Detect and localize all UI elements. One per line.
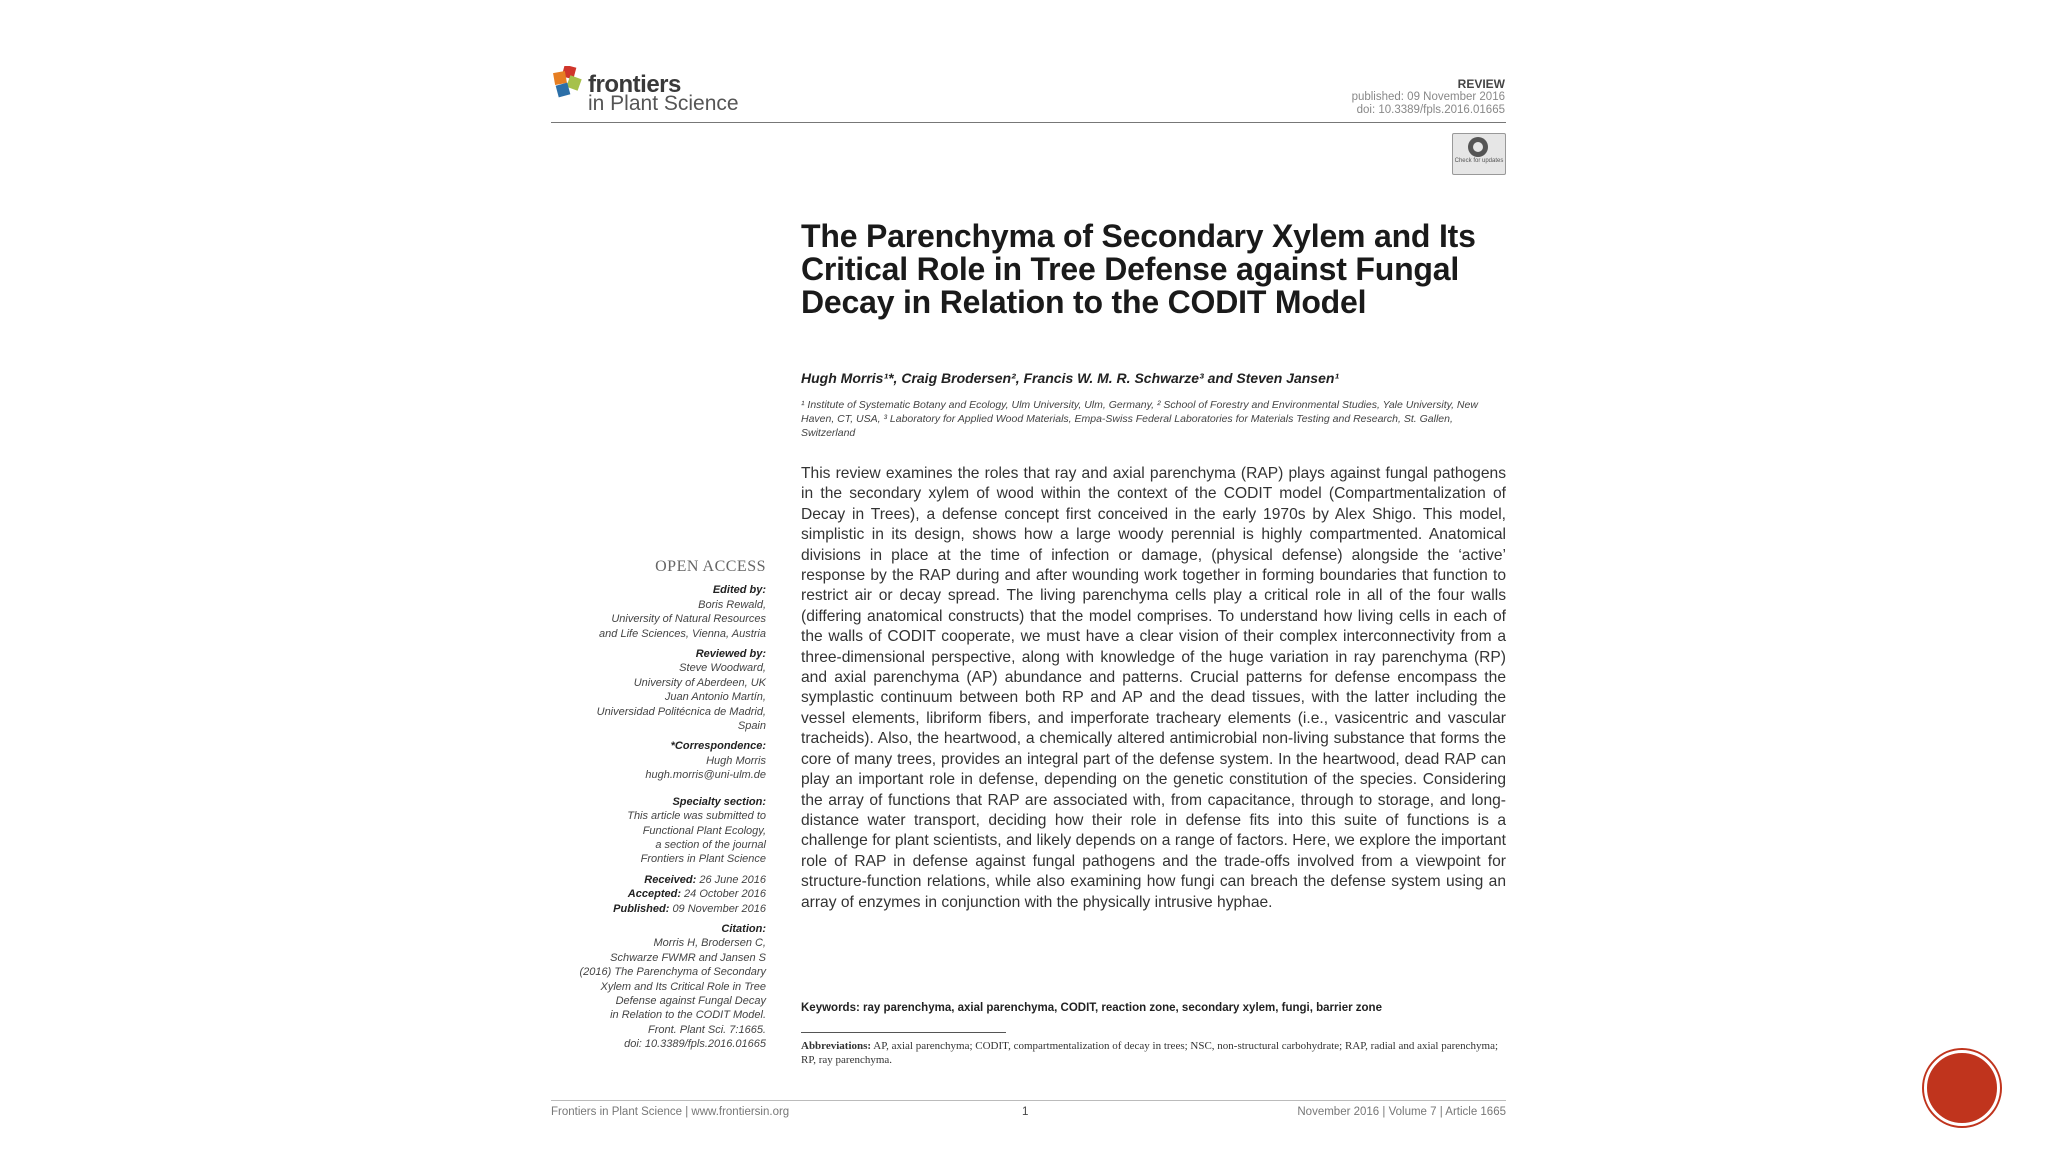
citation-line: Defense against Fungal Decay [615, 994, 766, 1007]
footer-issue: November 2016 | Volume 7 | Article 1665 [1297, 1106, 1506, 1118]
reviewer-line: Juan Antonio Martín, [664, 691, 766, 704]
editor-line: and Life Sciences, Vienna, Austria [599, 627, 766, 640]
received-date [556, 873, 766, 887]
reviewer-line: Steve Woodward, [679, 662, 766, 675]
citation-line: Front. Plant Sci. 7:1665. [647, 1023, 766, 1036]
affiliations: ¹ Institute of Systematic Botany and Ecology, Ulm University, Ulm, Germany, ² School of Forestry and Environmental Studies, Yale University, New Haven, CT, USA, ³ Laboratory for Applied Wood Materials, Empa-Swiss Federal Laboratories for Materials Testing and Research, St. Gallen, Switzerland [801, 399, 1478, 439]
specialty-line: This article was submitted to [627, 810, 766, 823]
accepted-label: Accepted: [627, 888, 681, 901]
check-updates-label: Check for updates [1454, 158, 1504, 164]
article-sidebar [556, 560, 766, 1052]
keywords-label: Keywords: [801, 1002, 860, 1014]
logo-brand-text: frontiers [588, 71, 681, 98]
header-meta [1352, 78, 1505, 117]
edited-by-label: Edited by: [712, 584, 766, 597]
abbreviations [801, 1039, 1511, 1067]
abbreviations-text: AP, axial parenchyma; CODIT, compartmentalization of decay in trees; NSC, non-structural carbohydrate; RAP, radial and axial parenchyma; RP, ray parenchyma. [801, 1040, 1499, 1066]
open-access-label: OPEN ACCESS [655, 558, 766, 575]
citation-label: Citation: [721, 922, 766, 935]
editor-line: University of Natural Resources [611, 613, 766, 626]
citation-line: Xylem and Its Critical Role in Tree [600, 980, 766, 993]
accepted-value: 24 October 2016 [684, 888, 766, 901]
slide-decoration-circle [1924, 1050, 2000, 1126]
doi[interactable]: doi: 10.3389/fpls.2016.01665 [1356, 104, 1505, 116]
correspondence-label: *Correspondence: [670, 740, 766, 753]
footer-divider [551, 1100, 1506, 1101]
published-date-sidebar [556, 902, 766, 916]
reviewer-line: Universidad Politécnica de Madrid, [596, 705, 766, 718]
published-value: 09 November 2016 [672, 902, 766, 915]
received-value: 26 June 2016 [699, 873, 766, 886]
frontiers-logo-icon [551, 66, 585, 100]
correspondence-name: Hugh Morris [706, 754, 766, 767]
keywords-text: ray parenchyma, axial parenchyma, CODIT, reaction zone, secondary xylem, fungi, barrier zone [863, 1002, 1382, 1014]
specialty-line: Functional Plant Ecology, [642, 824, 766, 837]
reviewer-line: University of Aberdeen, UK [633, 676, 766, 689]
correspondence-email[interactable]: hugh.morris@uni-ulm.de [645, 769, 766, 782]
logo-journal-text: in Plant Science [588, 92, 739, 115]
accepted-date [556, 887, 766, 901]
check-for-updates-button[interactable] [1452, 133, 1506, 175]
page-number: 1 [1022, 1106, 1029, 1118]
abstract: This review examines the roles that ray and axial parenchyma (RAP) plays against fungal pathogens in the secondary xylem of wood within the context of the CODIT model (Compartmentalization of Decay in Trees), a defense concept first conceived in the early 1970s by Alex Shigo. This model, simplistic in its design, shows how a large woody perennial is highly compartmented. Anatomical divisions in place at the time of infection or damage, (physical defense) alongside the ‘active’ response by the RAP during and after wounding work together in forming boundaries that function to restrict air or decay spread. The living parenchyma cells play a critical role in all of the four walls (differing anatomical constructs) that the model comprises. To understand how living cells in each of the walls of CODIT cooperate, we must have a clear vision of their complex interconnectivity from a three-dimensional perspective, along with knowledge of the huge variation in ray parenchyma (RP) and axial parenchyma (AP) abundance and patterns. Crucial patterns for defense encompass the symplastic continuum between both RP and AP and the dead tissues, with the latter including the vessel elements, libriform fibers, and imperforate tracheary elements (i.e., vasicentric and vascular tracheids). Also, the heartwood, a chemically altered antimicrobial non-living substance that forms the core of many trees, provides an integral part of the defense system. In the heartwood, dead RAP can play an important role in defense, depending on the genetic constitution of the species. Considering the array of functions that RAP are associated with, from capacitance, through to storage, and long-distance water transport, deciding how their role in defense fits into this suite of functions is a challenge for plant scientists, and likely depends on a range of factors. Here, we explore the important role of RAP in defense against fungal pathogens and the trade-offs involved from a viewpoint for structure-function relations, while also examining how fungi can breach the defense system using an array of enzymes in conjunction with the physically intrusive hyphae. [801, 465, 1506, 911]
abbreviations-divider [801, 1032, 1006, 1033]
citation-line: (2016) The Parenchyma of Secondary [579, 966, 766, 979]
reviewer-line: Spain [737, 720, 766, 733]
keywords [801, 1002, 1521, 1014]
published-label: Published: [613, 902, 670, 915]
specialty-line: a section of the journal [655, 838, 766, 851]
header-divider [551, 122, 1506, 123]
journal-logo[interactable] [551, 66, 781, 116]
specialty-section-label: Specialty section: [672, 795, 766, 808]
abbreviations-label: Abbreviations: [801, 1040, 872, 1052]
editor-line: Boris Rewald, [698, 598, 766, 611]
citation-line: Morris H, Brodersen C, [653, 937, 766, 950]
check-updates-icon [1468, 137, 1488, 157]
footer-journal[interactable]: Frontiers in Plant Science | www.frontiersin.org [551, 1106, 790, 1118]
article-type: REVIEW [1457, 77, 1505, 91]
reviewed-by-label: Reviewed by: [695, 648, 766, 661]
citation-line: Schwarze FWMR and Jansen S [610, 951, 766, 964]
citation-doi[interactable]: doi: 10.3389/fpls.2016.01665 [624, 1038, 766, 1051]
author-list: Hugh Morris¹*, Craig Brodersen², Francis W. M. R. Schwarze³ and Steven Jansen¹ [801, 370, 1340, 386]
article-title: The Parenchyma of Secondary Xylem and Its Critical Role in Tree Defense against Fungal Decay in Relation to the CODIT Model [801, 218, 1476, 320]
received-label: Received: [644, 873, 697, 886]
citation-line: in Relation to the CODIT Model. [610, 1009, 766, 1022]
specialty-line: Frontiers in Plant Science [640, 853, 766, 866]
published-date: published: 09 November 2016 [1351, 91, 1505, 103]
